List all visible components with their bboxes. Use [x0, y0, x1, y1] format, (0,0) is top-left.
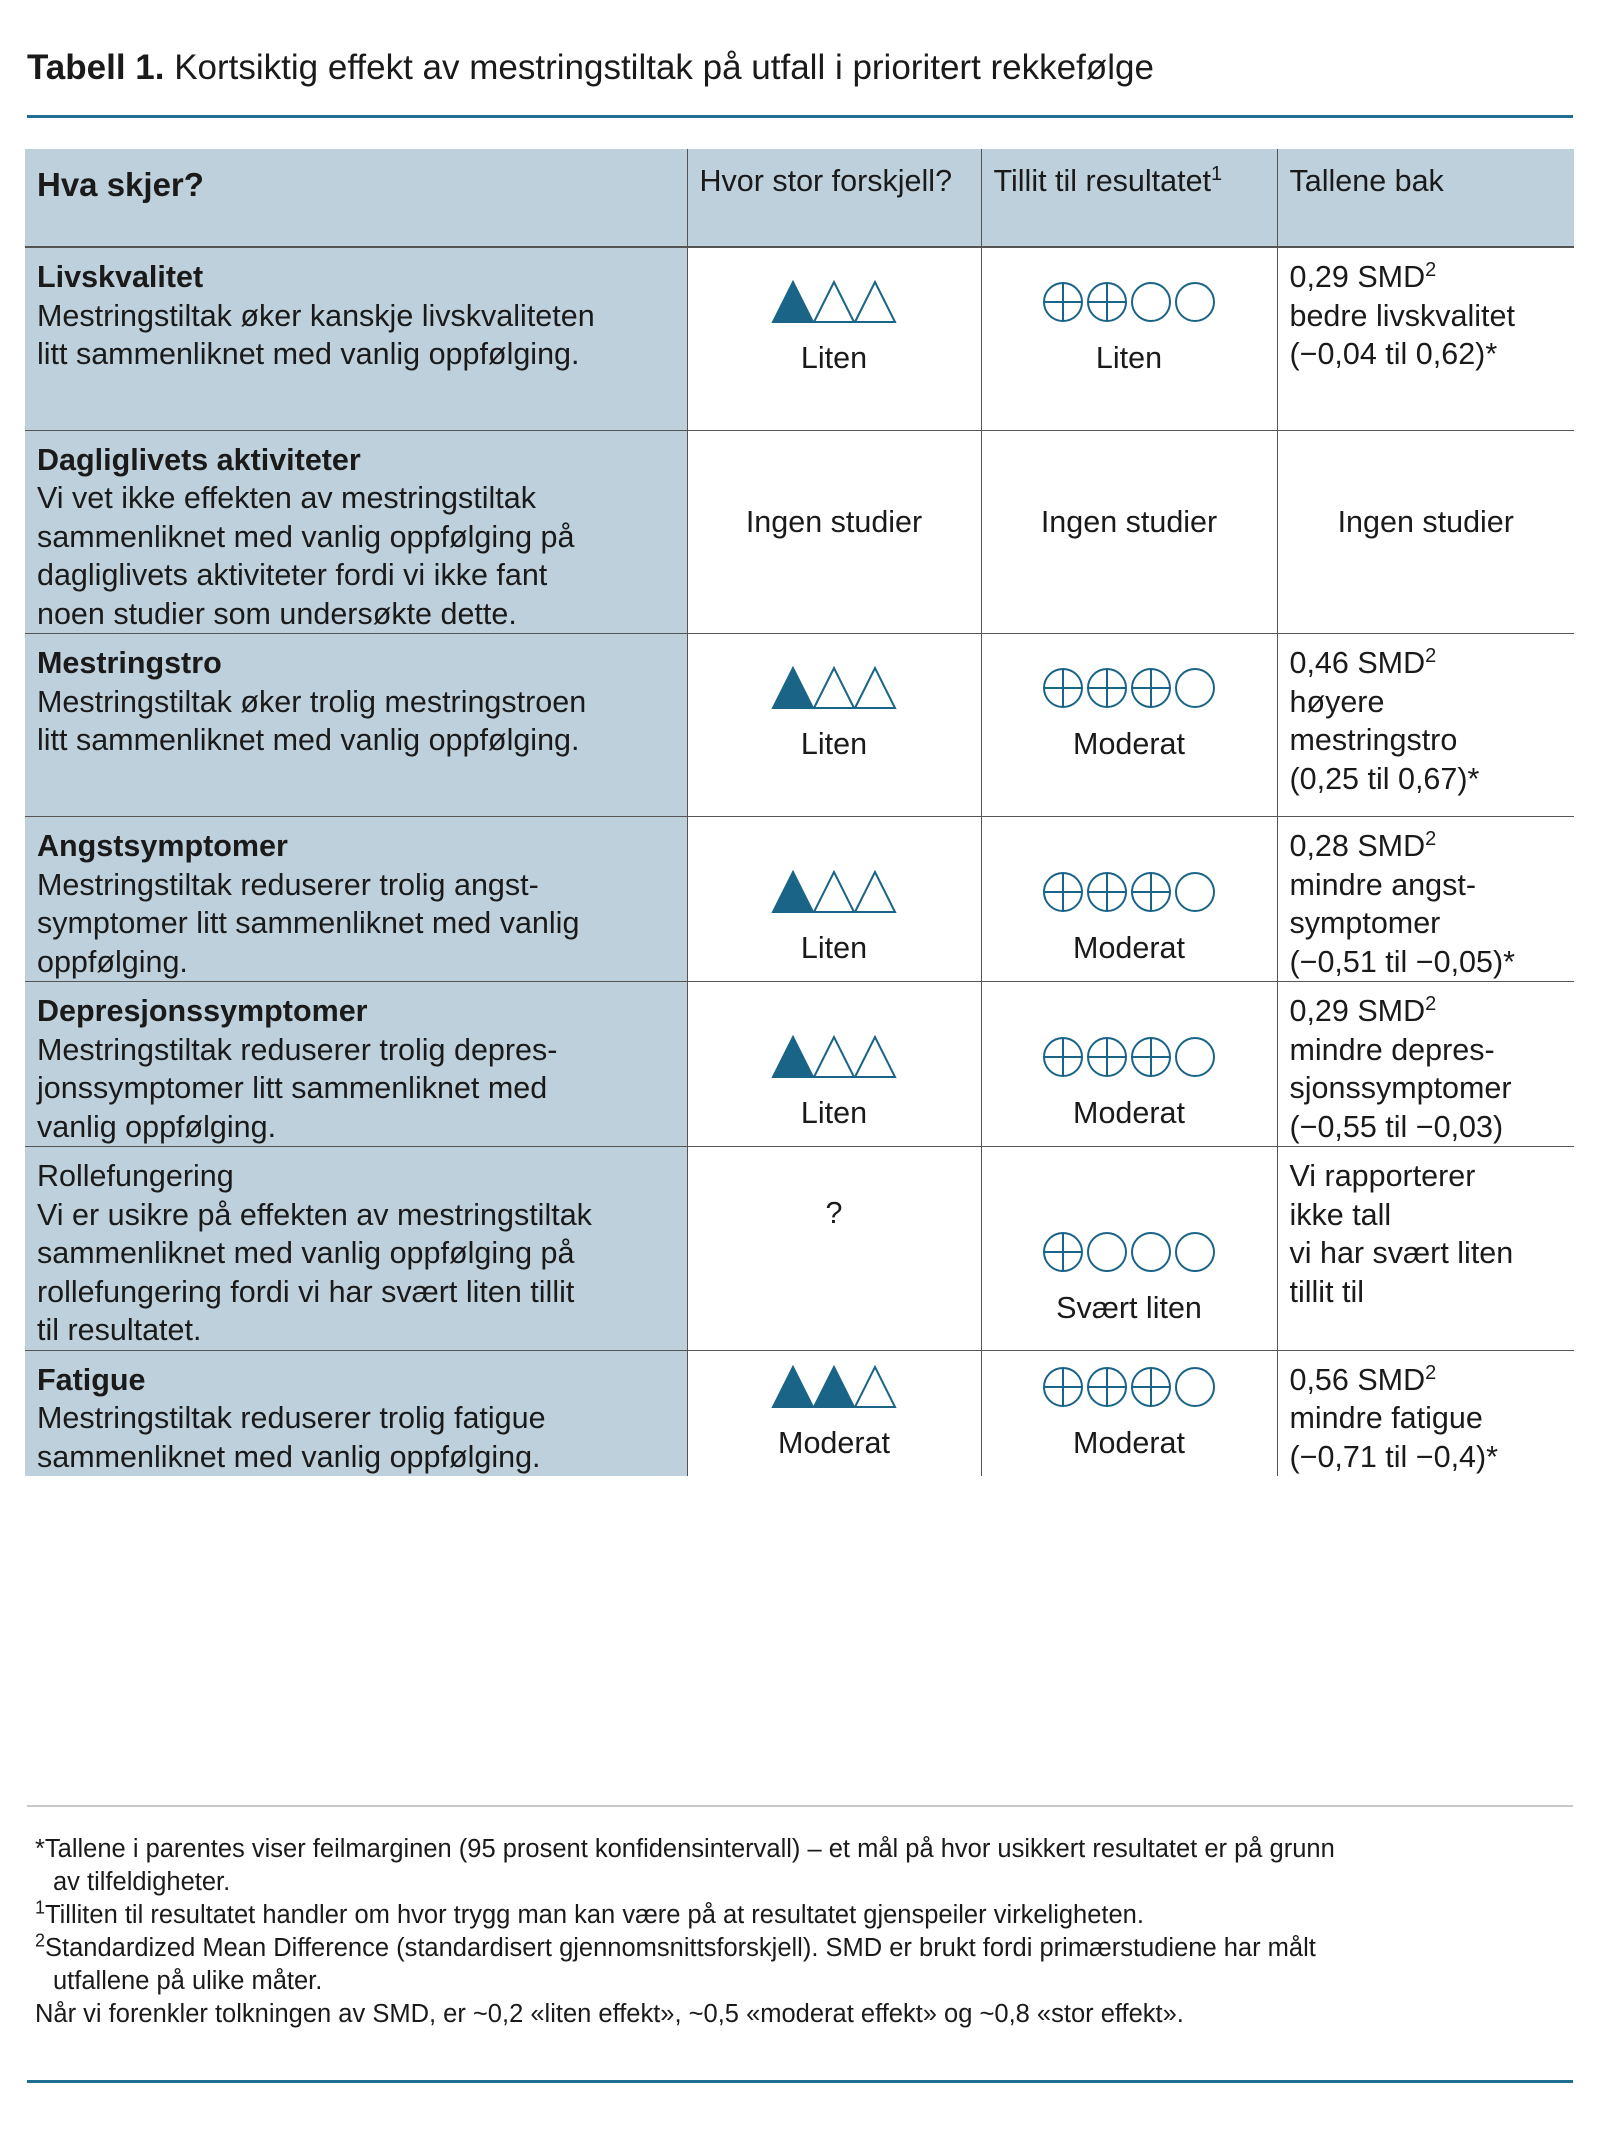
outcome-description-line: jonssymptomer litt sammenliknet med [37, 1071, 548, 1105]
table-row [25, 430, 1574, 634]
outcome-title: Depresjonssymptomer [37, 994, 368, 1028]
smd-description-line: symptomer [1289, 906, 1441, 940]
confidence-interval: (0,25 til 0,67)* [1289, 761, 1480, 796]
difference-size-icons [771, 668, 897, 708]
certainty-icons [1041, 1367, 1217, 1407]
outcome-cell [25, 634, 687, 817]
outcome-description-line: til resultatet. [37, 1313, 202, 1347]
difference-size-cell [687, 817, 981, 982]
outcome-description [37, 1031, 675, 1147]
outcome-cell [25, 430, 687, 634]
certainty-wrap [982, 1147, 1277, 1328]
certainty-cell [981, 817, 1277, 982]
numbers-cell [1277, 247, 1574, 430]
smd-description-line: sjonssymptomer [1289, 1071, 1512, 1105]
table-row [25, 247, 1574, 430]
outcome-description-line: sammenliknet med vanlig oppfølging på [37, 519, 575, 554]
certainty-empty-circle-icon [1132, 283, 1170, 321]
outcome-title: Rollefungering [37, 1159, 234, 1193]
certainty-plus-circle-icon [1044, 1368, 1082, 1406]
smd-value-text: 0,29 SMD [1289, 260, 1426, 294]
certainty-wrap [982, 1351, 1277, 1463]
outcome-description [37, 1399, 675, 1476]
filled-triangle-icon [773, 872, 813, 912]
outcome-cell [25, 1350, 687, 1476]
effect-size-triangles-icon [771, 1035, 897, 1079]
smd-footnote-marker: 2 [1425, 827, 1437, 850]
empty-triangle-icon [855, 282, 895, 322]
filled-triangle-icon [773, 1367, 813, 1407]
outcome-description-line: sammenliknet med vanlig oppfølging på [37, 1236, 575, 1270]
difference-size-label: Liten [800, 341, 868, 375]
outcome-cell [25, 1147, 687, 1351]
outcome-title: Mestringstro [37, 646, 222, 680]
no-studies-wrap [982, 431, 1277, 614]
difference-size-icons [771, 1037, 897, 1077]
smd-value [1290, 258, 1563, 297]
footnote-2-marker: 2 [35, 1930, 46, 1951]
smd-description [1290, 297, 1563, 336]
confidence-interval: (−0,51 til −0,05)* [1289, 944, 1516, 979]
smd-description-line: mindre angst- [1289, 867, 1476, 902]
certainty-wrap [982, 634, 1277, 764]
certainty-plus-circle-icon [1132, 873, 1170, 911]
smd-footnote-marker: 2 [1425, 258, 1437, 281]
table-row [25, 634, 1574, 817]
empty-triangle-icon [855, 1037, 895, 1077]
numbers-cell [1277, 1147, 1574, 1351]
certainty-plus-circle-icon [1088, 1368, 1126, 1406]
outcome-description-line: oppfølging. [37, 944, 188, 979]
numbers-cell [1277, 634, 1574, 817]
outcome-description [37, 866, 675, 982]
outcome-title: Livskvalitet [37, 260, 204, 294]
difference-size-icons [771, 872, 897, 912]
certainty-cell [981, 982, 1277, 1147]
no-numbers-line: ikke tall [1289, 1197, 1392, 1232]
unknown-size-wrap [688, 1147, 981, 1280]
outcome-title: Angstsymptomer [37, 829, 288, 863]
no-studies-wrap [688, 431, 981, 614]
certainty-circles-icon [1041, 280, 1217, 324]
effect-size-triangles-icon [771, 280, 897, 324]
header-certainty-label: Tillit til resultatet [993, 164, 1212, 198]
table-caption [27, 46, 1154, 90]
outcome-description-line: Mestringstiltak øker trolig mestringstroen [37, 684, 587, 719]
certainty-plus-circle-icon [1044, 873, 1082, 911]
confidence-interval: (−0,71 til −0,4)* [1289, 1439, 1499, 1474]
smd-footnote-marker: 2 [1425, 1361, 1437, 1384]
outcome-description-line: Mestringstiltak reduserer trolig angst- [37, 867, 539, 902]
certainty-icons [1041, 1037, 1217, 1077]
outcome-description-line: Mestringstiltak reduserer trolig fatigue [37, 1401, 546, 1435]
difference-size-wrap [688, 982, 981, 1133]
certainty-cell [981, 1147, 1277, 1351]
empty-triangle-icon [814, 282, 854, 322]
certainty-cell [981, 634, 1277, 817]
outcome-description-line: noen studier som undersøkte dette. [37, 596, 517, 631]
table-row [25, 1350, 1574, 1476]
effect-size-triangles-icon [771, 870, 897, 914]
certainty-icons [1041, 1232, 1217, 1272]
header-what-happens: Hva skjer? [25, 149, 687, 247]
smd-value-text: 0,46 SMD [1289, 646, 1426, 680]
smd-footnote-marker: 2 [1425, 644, 1437, 667]
certainty-circles-icon [1041, 1230, 1217, 1274]
outcome-description-line: rollefungering fordi vi har svært liten tillit [37, 1274, 575, 1309]
outcome-cell [25, 247, 687, 430]
caption-label: Tabell 1. [27, 48, 165, 87]
smd-value [1290, 1361, 1563, 1400]
difference-size-cell [687, 430, 981, 634]
empty-triangle-icon [855, 1367, 895, 1407]
footnote-1-marker: 1 [35, 1897, 46, 1918]
footnote-star: *Tallene i parentes viser feilmarginen (95 prosent konfidensintervall) – et mål på hvor usikkert resultatet er på grunn [35, 1835, 1335, 1863]
outcome-cell [25, 817, 687, 982]
certainty-label: Moderat [1073, 1425, 1185, 1460]
certainty-circles-icon [1041, 1365, 1217, 1409]
smd-value-text: 0,56 SMD [1289, 1362, 1426, 1397]
certainty-empty-circle-icon [1176, 1038, 1214, 1076]
certainty-wrap [982, 248, 1277, 378]
header-difference-label: Hvor stor forskjell? [699, 164, 953, 198]
certainty-label: Moderat [1073, 727, 1185, 761]
certainty-icons [1041, 282, 1217, 322]
smd-description [1290, 866, 1563, 943]
difference-size-wrap [688, 817, 981, 968]
smd-description-line: mestringstro [1289, 723, 1458, 757]
smd-footnote-marker: 2 [1425, 992, 1437, 1015]
outcome-description-line: Mestringstiltak reduserer trolig depres- [37, 1032, 558, 1067]
difference-size-icons [771, 1367, 897, 1407]
difference-size-label: Liten [800, 727, 868, 761]
certainty-circles-icon [1041, 1035, 1217, 1079]
footnote-2-cont: utfallene på ulike måter. [53, 1967, 323, 1995]
outcome-description-line: litt sammenliknet med vanlig oppfølging. [37, 337, 580, 371]
no-studies-wrap [1278, 431, 1575, 614]
outcome-description [37, 1196, 675, 1350]
certainty-icons [1041, 668, 1217, 708]
certainty-empty-circle-icon [1088, 1233, 1126, 1271]
numbers-cell [1277, 430, 1574, 634]
certainty-empty-circle-icon [1132, 1233, 1170, 1271]
numbers-cell [1277, 1350, 1574, 1476]
outcome-title: Dagliglivets aktiviteter [37, 442, 361, 477]
numbers-cell [1277, 817, 1574, 982]
certainty-plus-circle-icon [1044, 283, 1082, 321]
certainty-cell [981, 1350, 1277, 1476]
certainty-plus-circle-icon [1132, 1038, 1170, 1076]
difference-size-label: Liten [800, 1096, 868, 1130]
filled-triangle-icon [773, 668, 813, 708]
numbers-cell [1277, 982, 1574, 1147]
no-studies-label: Ingen studier [745, 504, 923, 539]
difference-size-label: Moderat [778, 1425, 890, 1460]
difference-size-wrap [688, 1351, 981, 1463]
certainty-plus-circle-icon [1044, 1038, 1082, 1076]
certainty-label: Moderat [1073, 1096, 1185, 1130]
smd-description [1290, 683, 1563, 760]
confidence-interval: (−0,04 til 0,62)* [1289, 337, 1498, 371]
difference-size-wrap [688, 248, 981, 378]
smd-description-line: bedre livskvalitet [1289, 298, 1515, 333]
certainty-empty-circle-icon [1176, 873, 1214, 911]
certainty-plus-circle-icon [1132, 1368, 1170, 1406]
footnote-2 [35, 1932, 1565, 1965]
filled-triangle-icon [773, 1037, 813, 1077]
smd-description-line: mindre fatigue [1289, 1401, 1483, 1435]
certainty-empty-circle-icon [1176, 283, 1214, 321]
certainty-plus-circle-icon [1132, 669, 1170, 707]
difference-size-cell [687, 1147, 981, 1351]
empty-triangle-icon [814, 872, 854, 912]
outcome-description-line: litt sammenliknet med vanlig oppfølging. [37, 723, 580, 757]
footnote-1-text: Tilliten til resultatet handler om hvor trygg man kan være på at resultatet gjenspeiler virkeligheten. [45, 1901, 1144, 1929]
no-studies-label: Ingen studier [1337, 504, 1514, 539]
outcome-description-line: symptomer litt sammenliknet med vanlig [37, 906, 580, 940]
smd-value [1290, 827, 1563, 866]
table-header-row [25, 149, 1574, 247]
certainty-wrap [982, 817, 1277, 968]
no-numbers-line: vi har svært liten [1289, 1236, 1514, 1270]
difference-size-cell [687, 1350, 981, 1476]
caption-text: Kortsiktig effekt av mestringstiltak på utfall i prioritert rekkefølge [164, 48, 1154, 87]
certainty-cell [981, 430, 1277, 634]
confidence-interval: (−0,55 til −0,03) [1289, 1109, 1504, 1144]
smd-description [1290, 1031, 1563, 1108]
footnote-star-cont: av tilfeldigheter. [53, 1868, 231, 1896]
footnote-smd-note: Når vi forenkler tolkningen av SMD, er ~0,2 «liten effekt», ~0,5 «moderat effekt» og ~0,8 «stor effekt». [35, 2000, 1184, 2028]
difference-size-label: Liten [800, 931, 868, 965]
no-numbers-line: tillit til [1289, 1274, 1365, 1309]
certainty-cell [981, 247, 1277, 430]
empty-triangle-icon [814, 668, 854, 708]
smd-value-text: 0,28 SMD [1289, 829, 1426, 863]
certainty-plus-circle-icon [1088, 283, 1126, 321]
certainty-plus-circle-icon [1044, 1233, 1082, 1271]
footnote-divider [27, 1805, 1573, 1807]
header-numbers: Tallene bak [1277, 149, 1574, 247]
empty-triangle-icon [855, 668, 895, 708]
table-row [25, 817, 1574, 982]
empty-triangle-icon [814, 1037, 854, 1077]
certainty-plus-circle-icon [1088, 873, 1126, 911]
smd-description [1290, 1399, 1563, 1438]
certainty-circles-icon [1041, 870, 1217, 914]
outcome-description-line: sammenliknet med vanlig oppfølging. [37, 1439, 541, 1474]
effect-size-triangles-icon [771, 666, 897, 710]
certainty-label: Moderat [1073, 931, 1185, 965]
smd-value-text: 0,29 SMD [1289, 994, 1426, 1028]
outcome-title: Fatigue [37, 1362, 146, 1397]
difference-size-cell [687, 982, 981, 1147]
empty-triangle-icon [855, 872, 895, 912]
difference-size-wrap [688, 634, 981, 764]
certainty-label: Liten [1095, 341, 1163, 375]
no-studies-label: Ingen studier [1040, 504, 1218, 539]
smd-description-line: høyere [1289, 684, 1385, 719]
certainty-plus-circle-icon [1088, 1038, 1126, 1076]
header-certainty [981, 149, 1277, 247]
outcome-description-line: Mestringstiltak øker kanskje livskvaliteten [37, 298, 595, 333]
results-table [25, 149, 1574, 1476]
certainty-empty-circle-icon [1176, 1368, 1214, 1406]
footnotes [35, 1833, 1565, 2031]
smd-value [1290, 644, 1563, 683]
unknown-size-label: ? [825, 1196, 843, 1231]
certainty-empty-circle-icon [1176, 1233, 1214, 1271]
certainty-wrap [982, 982, 1277, 1133]
certainty-label: Svært liten [1056, 1291, 1202, 1325]
top-rule [27, 115, 1573, 118]
difference-size-cell [687, 634, 981, 817]
no-numbers-text [1290, 1157, 1563, 1311]
outcome-description-line: Vi er usikre på effekten av mestringstiltak [37, 1197, 592, 1232]
outcome-description-line: Vi vet ikke effekten av mestringstiltak [37, 481, 536, 515]
difference-size-cell [687, 247, 981, 430]
filled-triangle-icon [814, 1367, 854, 1407]
table-row [25, 1147, 1574, 1351]
bottom-rule [27, 2080, 1573, 2083]
outcome-description-line: dagliglivets aktiviteter fordi vi ikke fant [37, 558, 548, 592]
header-difference-size [687, 149, 981, 247]
filled-triangle-icon [773, 282, 813, 322]
certainty-plus-circle-icon [1044, 669, 1082, 707]
outcome-cell [25, 982, 687, 1147]
outcome-description-line: vanlig oppfølging. [37, 1109, 277, 1144]
outcome-description [37, 683, 675, 760]
certainty-icons [1041, 872, 1217, 912]
difference-size-icons [771, 282, 897, 322]
certainty-empty-circle-icon [1176, 669, 1214, 707]
outcome-description [37, 297, 675, 374]
footnote-2-text: Standardized Mean Difference (standardisert gjennomsnittsforskjell). SMD er brukt fordi primærstudiene har målt [45, 1934, 1316, 1962]
header-certainty-footnote: 1 [1211, 162, 1223, 185]
effect-size-triangles-icon [771, 1365, 897, 1409]
smd-value [1290, 992, 1563, 1031]
footnote-1 [35, 1899, 1565, 1932]
smd-description-line: mindre depres- [1289, 1032, 1495, 1067]
certainty-plus-circle-icon [1088, 669, 1126, 707]
table-row [25, 982, 1574, 1147]
certainty-circles-icon [1041, 666, 1217, 710]
no-numbers-line: Vi rapporterer [1289, 1159, 1476, 1193]
outcome-description [37, 479, 675, 633]
